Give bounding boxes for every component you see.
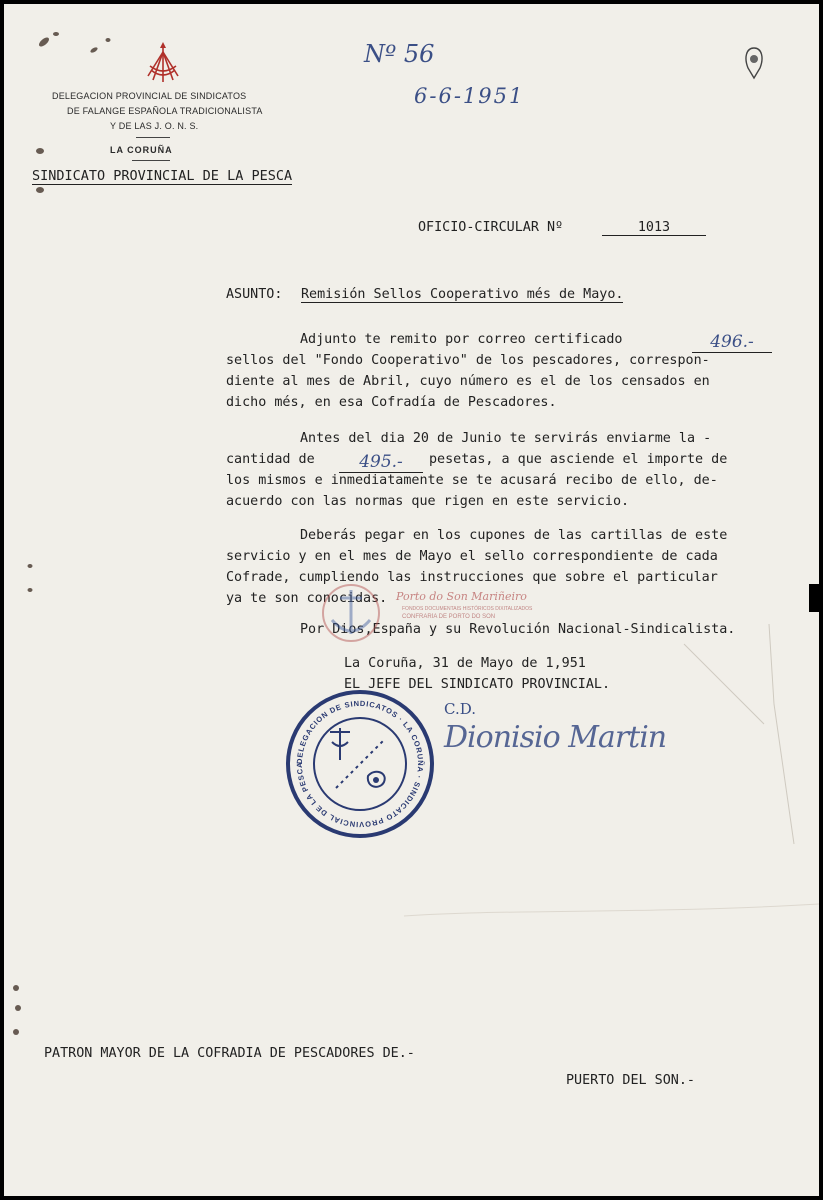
body-line: dicho més, en esa Cofradía de Pescadores. [226, 395, 557, 410]
oficio-number-value: 1013 [637, 220, 671, 235]
body-line: Adjunto te remito por correo certificado [300, 332, 623, 347]
body-line: cantidad de [226, 452, 315, 467]
signature-scrawl: Dionisio Martin [444, 720, 667, 755]
body-line: acuerdo con las normas que rigen en este servicio. [226, 494, 630, 509]
org-line-1: DELEGACION PROVINCIAL DE SINDICATOS [52, 91, 247, 101]
oficio-number [602, 220, 706, 236]
official-stamp [284, 688, 436, 840]
body-line: Deberás pegar en los cupones de las cartillas de este [300, 528, 728, 543]
body-line: los mismos e inmediatamente se te acusará recibo de ello, de- [226, 473, 718, 488]
watermark-line-1: FONDOS DOCUMENTAIS HISTÓRICOS DIXITALIZADOS [402, 606, 533, 612]
watermark-title: Porto do Son Mariñeiro [396, 590, 527, 603]
amount-496 [692, 332, 772, 353]
amount-495-value: 495.- [359, 452, 403, 472]
city-underline [132, 160, 170, 161]
city-label: LA CORUÑA [110, 145, 173, 155]
body-line: servicio y en el mes de Mayo el sello correspondiente de cada [226, 549, 718, 564]
body-line: pesetas, a que asciende el importe de [429, 452, 728, 467]
anchor-watermark-icon [316, 580, 386, 646]
place-date: La Coruña, 31 de Mayo de 1,951 [344, 656, 586, 671]
asunto-text: Remisión Sellos Cooperativo més de Mayo. [301, 287, 624, 302]
signature-initials: C.D. [444, 700, 476, 718]
yoke-and-arrows-icon [144, 42, 182, 88]
handwritten-number: Nº 56 [364, 40, 435, 68]
closing-line: Por Dios,España y su Revolución Nacional-Sindicalista. [300, 622, 736, 637]
recipient-line: PATRON MAYOR DE LA COFRADIA DE PESCADORES DE.- [44, 1046, 415, 1061]
amount-496-value: 496.- [710, 332, 754, 352]
handwritten-date: 6-6-1951 [414, 84, 525, 108]
recipient-place: PUERTO DEL SON.- [566, 1073, 695, 1088]
document-page [4, 4, 819, 1196]
body-line: Antes del dia 20 de Junio te servirás enviarme la - [300, 431, 712, 446]
signatory-title: EL JEFE DEL SINDICATO PROVINCIAL. [344, 677, 611, 692]
oficio-label: OFICIO-CIRCULAR Nº [418, 220, 564, 235]
amount-495 [339, 452, 423, 473]
body-line: sellos del "Fondo Cooperativo" de los pescadores, correspon- [226, 353, 710, 368]
watermark-line-2: CONFRARÍA DE PORTO DO SON [402, 614, 496, 620]
emblem-badge-icon [742, 44, 766, 86]
torn-edge [809, 584, 819, 612]
stamp-ring-text: DELEGACION DE SINDICATOS · LA CORUÑA · SINDICATO PROVINCIAL DE LA PESCA [294, 698, 426, 830]
asunto-label: ASUNTO: [226, 287, 283, 302]
body-line: ya te son conocidas. [226, 591, 388, 606]
body-line: Cofrade, cumpliendo las instrucciones que sobre el particular [226, 570, 718, 585]
org-line-3: Y DE LAS J. O. N. S. [110, 121, 199, 131]
sindicato-title: SINDICATO PROVINCIAL DE LA PESCA [32, 168, 293, 184]
body-line: diente al mes de Abril, cuyo número es el de los censados en [226, 374, 710, 389]
org-line-2: DE FALANGE ESPAÑOLA TRADICIONALISTA [67, 106, 263, 116]
header-divider [136, 137, 170, 138]
